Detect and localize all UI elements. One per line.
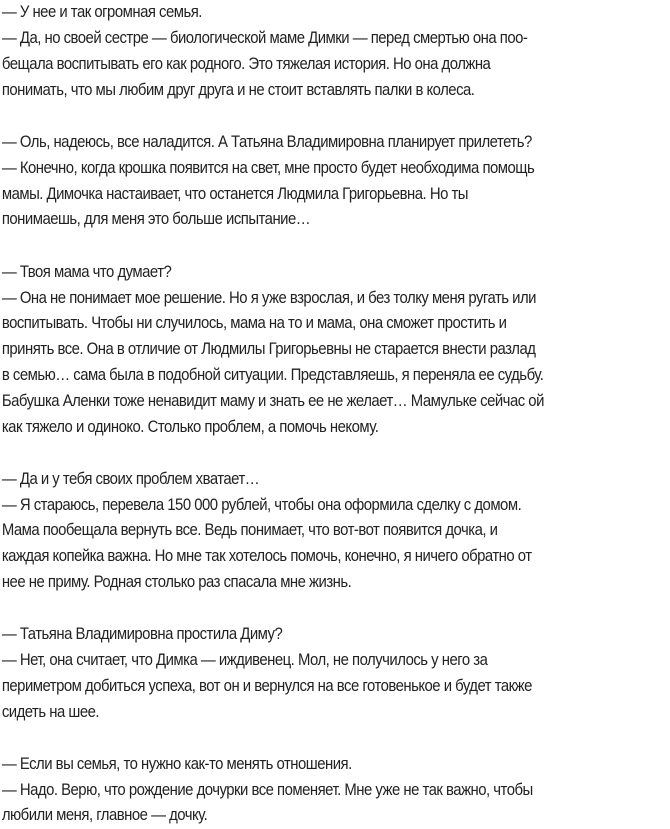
text-line: — Татьяна Владимировна простила Диму? xyxy=(1,625,283,644)
text-line: — Да и у тебя своих проблем хватает… xyxy=(1,469,260,488)
text-line: — Я стараюсь, перевела 150 000 рублей, чтобы она оформила сделку с домом. xyxy=(1,495,522,514)
text-line: — Нет, она считает, что Димка — иждивенец. Мол, не получилось у него за xyxy=(1,651,488,670)
text-line: бещала воспитывать его как родного. Это тяжелая история. Но она должна xyxy=(1,55,491,74)
text-line: понимаешь, для меня это больше испытание… xyxy=(1,210,311,229)
text-line: воспитывать. Чтобы ни случилось, мама на то и мама, она сможет простить и xyxy=(1,314,507,333)
text-line: — Надо. Верю, что рождение дочурки все поменяет. Мне уже не так важно, чтобы xyxy=(1,780,533,799)
paragraph-6 xyxy=(2,751,670,829)
text-line: — Оль, надеюсь, все наладится. А Татьяна Владимировна планирует прилететь? xyxy=(1,133,532,152)
text-line: каждая копейка важна. Но мне так хотелось помочь, конечно, я ничего обратно от xyxy=(1,547,532,566)
text-line: мамы. Димочка настаивает, что останется Людмила Григорьевна. Но ты xyxy=(1,184,468,203)
paragraph-3 xyxy=(2,259,670,440)
paragraph-1 xyxy=(2,0,670,103)
text-line: — Твоя мама что думает? xyxy=(1,262,172,281)
text-line: периметром добиться успеха, вот он и вернулся на все готовенькое и будет также xyxy=(1,676,532,695)
text-line: — Конечно, когда крошка появится на свет, мне просто будет необходима помощь xyxy=(1,158,535,177)
text-line: — У нее и так огромная семья. xyxy=(1,3,202,22)
text-line: как тяжело и одиноко. Столько проблем, а помочь некому. xyxy=(1,417,379,436)
text-line: Бабушка Аленки тоже ненавидит маму и знать ее не желает… Мамульке сейчас ой xyxy=(1,391,544,410)
text-line: — Она не понимает мое решение. Но я уже взрослая, и без толку меня ругать или xyxy=(1,288,536,307)
text-line: Мама пообещала вернуть все. Ведь понимает, что вот-вот появится дочка, и xyxy=(1,521,498,540)
text-line: любили меня, главное — дочку. xyxy=(1,806,208,825)
text-line: сидеть на шее. xyxy=(1,702,100,721)
paragraph-2 xyxy=(2,129,670,233)
text-line: нее не приму. Родная столько раз спасала мне жизнь. xyxy=(1,573,352,592)
text-line: понимать, что мы любим друг друга и не стоит вставлять палки в колеса. xyxy=(1,80,475,99)
text-line: в семью… сама была в подобной ситуации. Представляешь, я переняла ее судьбу. xyxy=(1,365,544,384)
text-line: — Да, но своей сестре — биологической маме Димки — перед смертью она поо- xyxy=(1,29,528,48)
text-line: принять все. Она в отличие от Людмилы Григорьевны не старается внести разлад xyxy=(1,340,536,359)
paragraph-5 xyxy=(2,621,670,725)
paragraph-4 xyxy=(2,466,670,596)
text-line: — Если вы семья, то нужно как-то менять отношения. xyxy=(1,754,352,773)
